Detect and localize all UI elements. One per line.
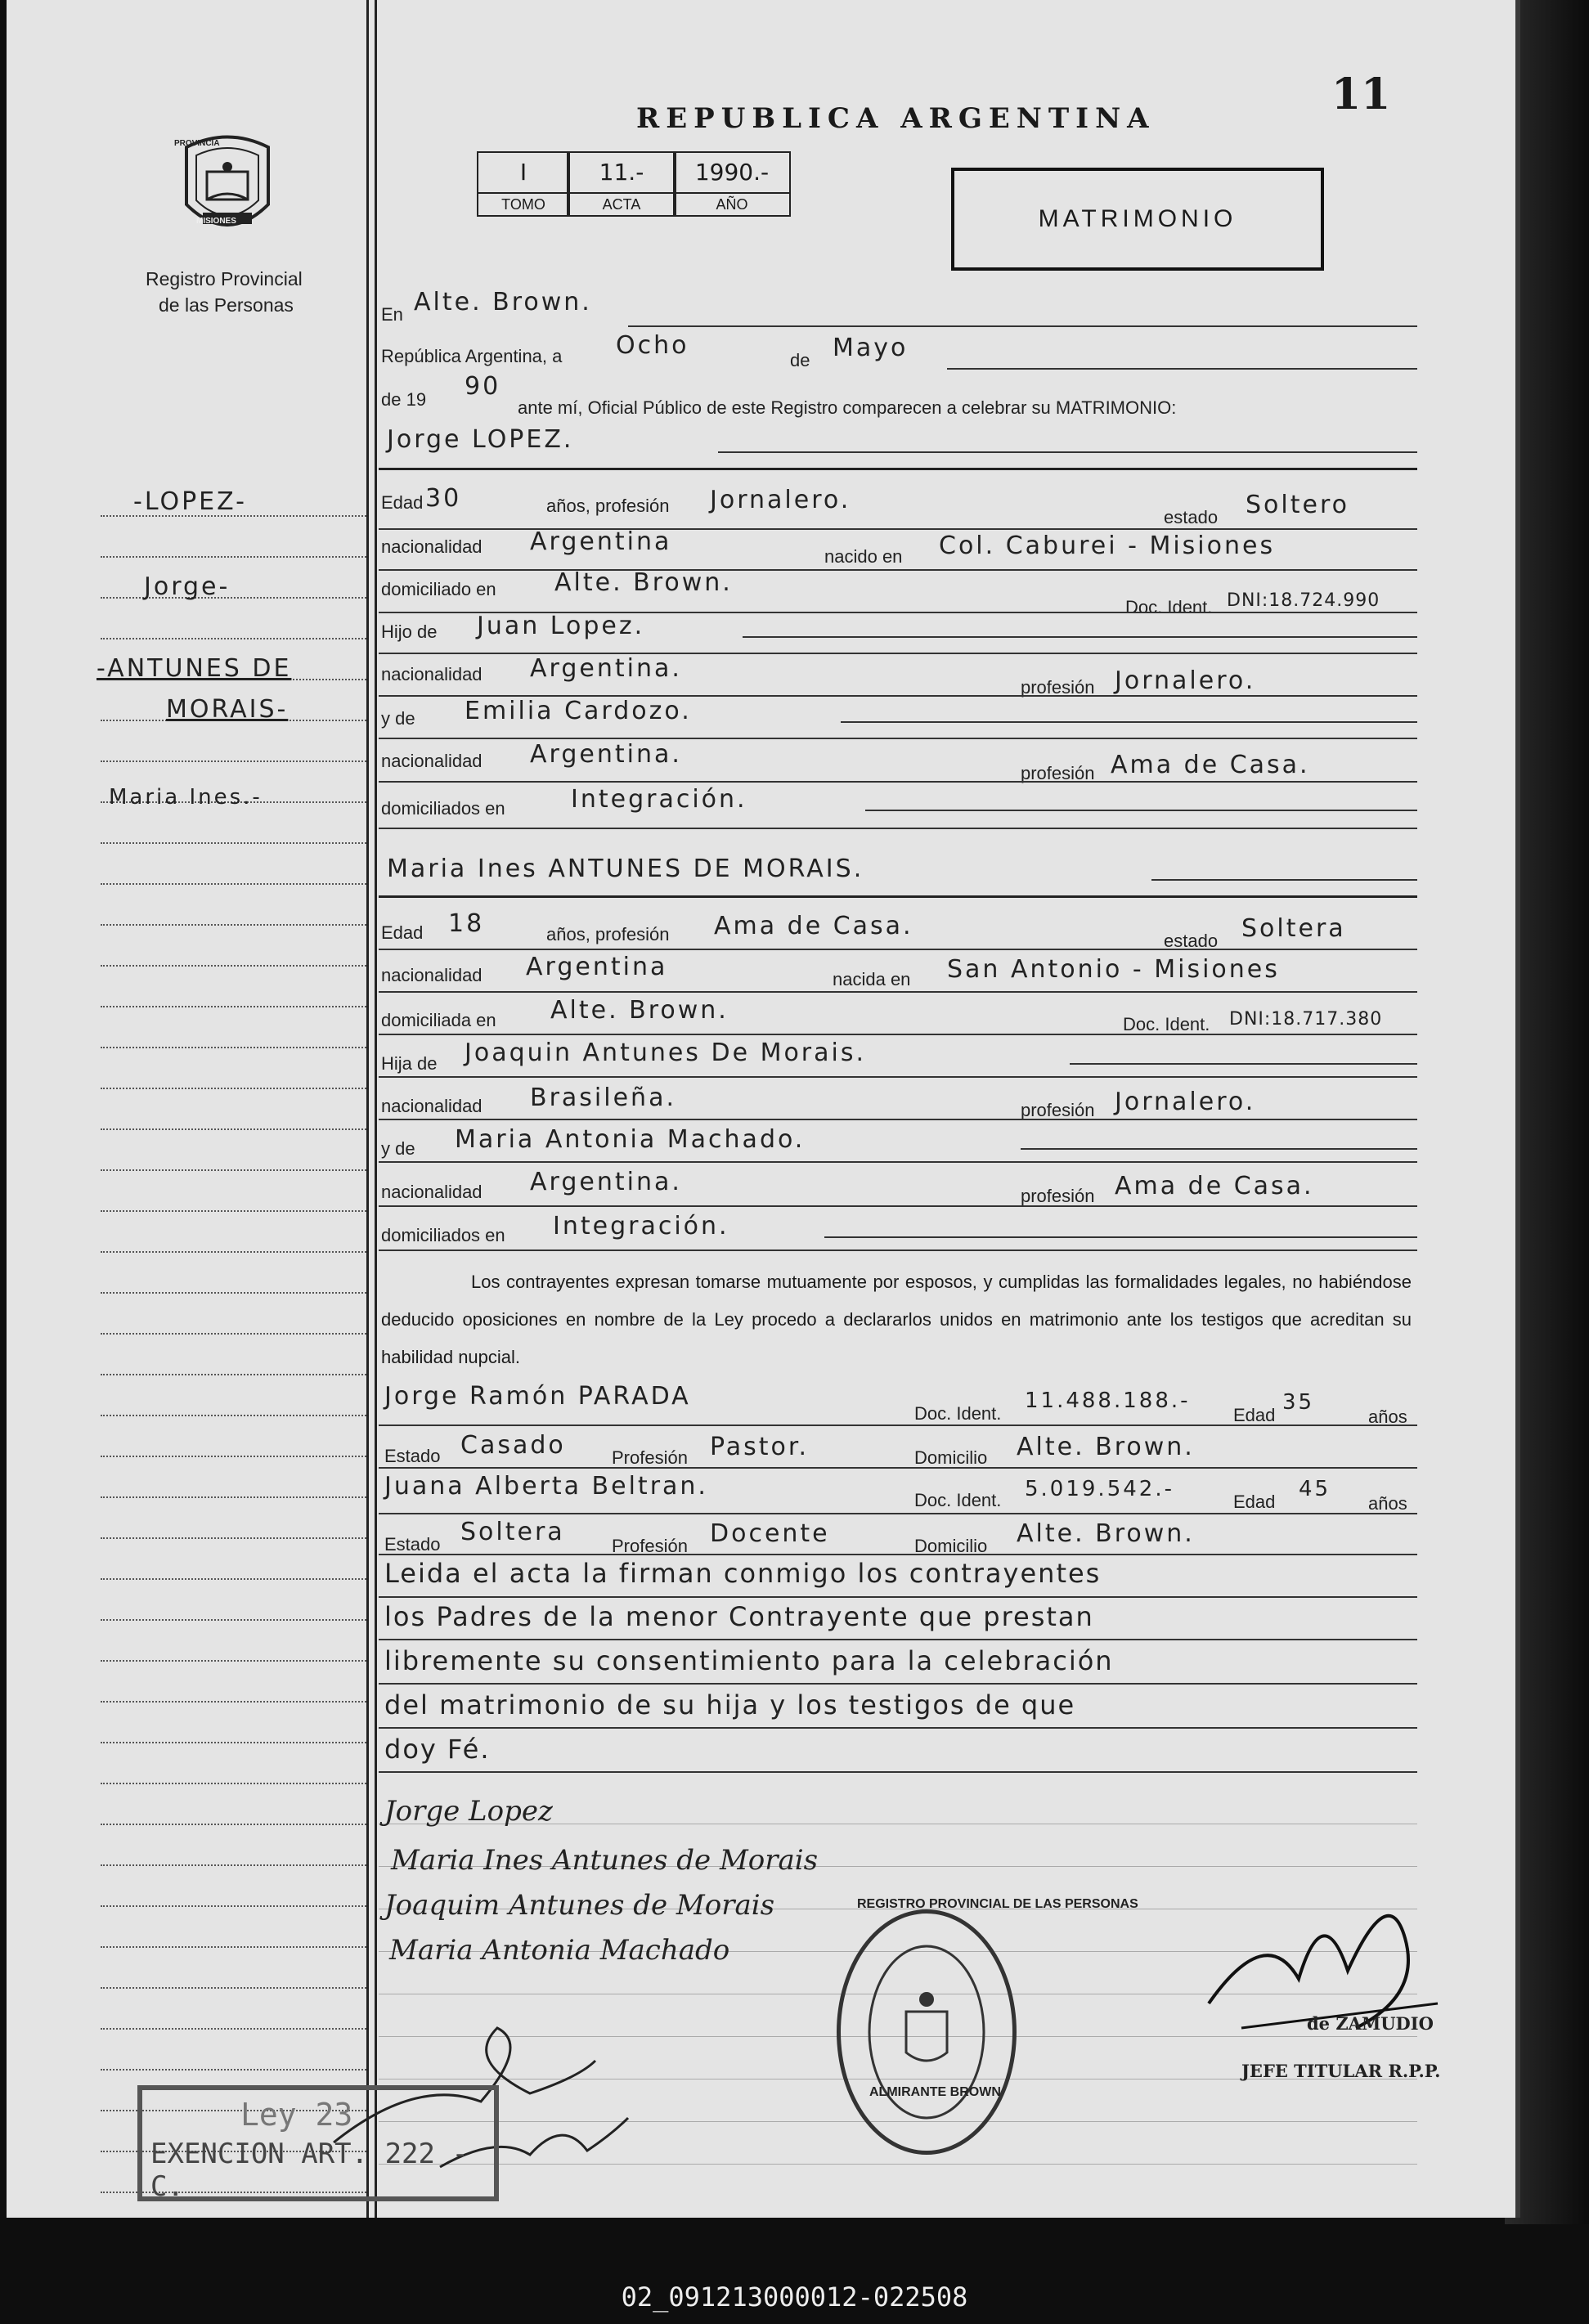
registry-page [7, 0, 1520, 2218]
label-bride-anos-profesion: años, profesión [546, 924, 670, 944]
label-bride-nacida: nacida en [833, 969, 911, 989]
margin-line [101, 760, 366, 762]
fill-line [743, 636, 1417, 638]
margin-line [101, 1824, 366, 1825]
groom-occupation: Jornalero. [710, 486, 851, 514]
label-w1-doc: Doc. Ident. [914, 1403, 1002, 1424]
groom-age: 30 [425, 484, 462, 513]
bride-father: Joaquin Antunes De Morais. [465, 1039, 867, 1067]
label-y-de: y de [381, 708, 415, 729]
fill-line [1021, 1148, 1417, 1150]
officer-stamp-line1: de ZAMUDIO [1307, 2013, 1434, 2034]
signature-bride-father: Joaquim Antunes de Morais [384, 1889, 775, 1922]
margin-line [101, 638, 366, 639]
fill-line [379, 1771, 1417, 1773]
margin-name-groom: Jorge- [144, 572, 231, 601]
margin-line [101, 1905, 366, 1907]
margin-line [101, 1742, 366, 1743]
label-hijo-de: Hijo de [381, 621, 438, 642]
margin-line [101, 883, 366, 885]
label-w2-doc: Doc. Ident. [914, 1490, 1002, 1510]
witness2-occupation: Docente [710, 1519, 830, 1548]
page-number: 11 [1331, 70, 1391, 119]
seal-text-top: PROVINCIA [174, 139, 220, 148]
month-value: Mayo [833, 334, 909, 362]
label-bride-father-profesion: profesión [1021, 1100, 1095, 1120]
label-w2-anos: años [1368, 1493, 1407, 1514]
label-de: de [790, 350, 810, 370]
margin-line [101, 1415, 366, 1416]
bride-birthplace: San Antonio - Misiones [947, 955, 1280, 984]
fill-line [379, 1596, 1417, 1598]
witness1-doc: 11.488.188.- [1025, 1389, 1191, 1413]
fill-line [379, 1424, 1417, 1426]
witness2-age: 45 [1299, 1477, 1331, 1501]
label-w1-anos: años [1368, 1407, 1407, 1427]
margin-line [101, 1006, 366, 1007]
fill-line [379, 1639, 1417, 1640]
exemption-stamp-line1: Ley 23 [240, 2097, 353, 2133]
label-bride-domiciliada: domiciliada en [381, 1010, 496, 1030]
label-domiciliados: domiciliados en [381, 798, 505, 819]
label-bride-mother-nacionalidad: nacionalidad [381, 1182, 483, 1202]
registry-name-line1: Registro Provincial [146, 268, 303, 289]
groom-parents-residence: Integración. [571, 785, 747, 814]
margin-line [101, 1251, 366, 1253]
groom-birthplace: Col. Caburei - Misiones [939, 532, 1276, 560]
closing-line-3: libremente su consentimiento para la celebración [384, 1645, 1114, 1676]
record-type-box: MATRIMONIO [951, 168, 1324, 271]
label-w1-domicilio: Domicilio [914, 1447, 988, 1468]
closing-line-1: Leida el acta la firman conmigo los contrayentes [384, 1558, 1102, 1589]
label-en: En [381, 304, 403, 325]
registry-name-line2: de las Personas [159, 294, 294, 316]
margin-line [101, 556, 366, 558]
fill-line [379, 1467, 1417, 1469]
ano-value: 1990.- [694, 159, 770, 186]
day-value: Ocho [616, 331, 689, 360]
fill-line [379, 1034, 1417, 1035]
label-groom-nacido: nacido en [824, 546, 903, 567]
witness2-status: Soltera [460, 1518, 565, 1546]
label-de-year: de 19 [381, 389, 427, 410]
groom-status: Soltero [1246, 491, 1349, 519]
province-seal-icon [178, 131, 276, 245]
bride-mother-nationality: Argentina. [530, 1168, 682, 1196]
fill-line [1070, 1063, 1417, 1065]
label-w2-edad: Edad [1233, 1492, 1276, 1512]
witness2-residence: Alte. Brown. [1017, 1519, 1195, 1548]
closing-line-5: doy Fé. [384, 1734, 491, 1765]
label-comparecen: ante mí, Oficial Público de este Registro comparecen a celebrar su MATRIMONIO: [518, 397, 1177, 418]
label-bride-father-nacionalidad: nacionalidad [381, 1096, 483, 1116]
bride-age: 18 [448, 909, 485, 938]
acta-box [567, 151, 676, 217]
margin-line [101, 1128, 366, 1130]
groom-father-nationality: Argentina. [530, 654, 682, 683]
acta-label: ACTA [568, 192, 675, 215]
seal-text-bottom: MISIONES [196, 217, 236, 226]
fill-line [379, 781, 1417, 783]
label-bride-nacionalidad: nacionalidad [381, 965, 483, 985]
fill-line [379, 1119, 1417, 1120]
groom-doc: DNI:18.724.990 [1227, 590, 1380, 611]
fill-line [718, 451, 1417, 453]
witness1-status: Casado [460, 1431, 566, 1460]
groom-full-name: Jorge LOPEZ. [387, 425, 574, 454]
fill-line [379, 949, 1417, 950]
label-bride-y-de: y de [381, 1138, 415, 1159]
groom-mother-nationality: Argentina. [530, 740, 682, 769]
margin-line [101, 1660, 366, 1662]
margin-line [101, 1210, 366, 1212]
margin-line [101, 1088, 366, 1089]
fill-line [1151, 879, 1417, 881]
label-w1-edad: Edad [1233, 1405, 1276, 1425]
margin-line [101, 1333, 366, 1335]
bride-status: Soltera [1241, 914, 1346, 943]
tomo-label: TOMO [478, 192, 568, 215]
tomo-value: I [519, 159, 527, 186]
margin-line [101, 1864, 366, 1866]
groom-mother-occupation: Ama de Casa. [1111, 751, 1310, 779]
margin-line [101, 1537, 366, 1539]
label-groom-edad: Edad [381, 492, 424, 513]
margin-line [101, 597, 366, 599]
label-bride-domiciliados: domiciliados en [381, 1225, 505, 1245]
fill-line [841, 721, 1417, 723]
margin-line [101, 1578, 366, 1580]
margin-surname-bride-1: -ANTUNES DE [97, 654, 292, 683]
fill-line [379, 738, 1417, 739]
fill-line [379, 1161, 1417, 1163]
witness1-occupation: Pastor. [710, 1433, 809, 1461]
label-groom-doc: Doc. Ident. [1125, 597, 1213, 617]
margin-rule [366, 0, 369, 2218]
groom-mother: Emilia Cardozo. [465, 697, 692, 725]
stamp-emblem-icon [841, 1913, 1012, 2151]
label-bride-mother-profesion: profesión [1021, 1186, 1095, 1206]
witness1-residence: Alte. Brown. [1017, 1433, 1195, 1461]
label-bride-edad: Edad [381, 922, 424, 943]
label-w2-estado: Estado [384, 1534, 441, 1555]
margin-line [101, 1456, 366, 1457]
bride-occupation: Ama de Casa. [714, 912, 913, 940]
label-groom-anos-profesion: años, profesión [546, 496, 670, 516]
label-father-profesion: profesión [1021, 677, 1095, 698]
witness1-name: Jorge Ramón PARADA [384, 1382, 691, 1411]
ano-label: AÑO [675, 192, 789, 215]
fill-line [865, 810, 1417, 811]
tomo-box [477, 151, 570, 217]
label-w1-profesion: Profesión [612, 1447, 688, 1468]
fill-line [824, 1236, 1417, 1238]
signature-bride: Maria Ines Antunes de Morais [391, 1844, 819, 1877]
registry-stamp-ring-text: REGISTRO PROVINCIAL DE LAS PERSONAS [857, 1897, 1138, 1911]
fill-line [379, 1554, 1417, 1555]
label-bride-estado: estado [1164, 931, 1219, 951]
exemption-stamp-line2: EXENCION ART. 222 - C. [150, 2138, 469, 2203]
section-divider [379, 895, 1417, 898]
margin-column [7, 0, 375, 2218]
fill-line [947, 368, 1417, 370]
country-title: REPUBLICA ARGENTINA [636, 102, 1156, 135]
margin-line [101, 1619, 366, 1621]
closing-line-2: los Padres de la menor Contrayente que prestan [384, 1601, 1094, 1632]
bride-full-name: Maria Ines ANTUNES DE MORAIS. [387, 855, 864, 883]
place-value: Alte. Brown. [414, 288, 592, 316]
registry-round-stamp [837, 1909, 1017, 2155]
signature-bride-mother: Maria Antonia Machado [389, 1934, 730, 1967]
bride-nationality: Argentina [526, 953, 668, 981]
groom-nationality: Argentina [530, 527, 672, 556]
margin-line [101, 842, 366, 844]
margin-line [101, 1946, 366, 1948]
label-father-nacionalidad: nacionalidad [381, 664, 483, 684]
fill-line [628, 325, 1417, 327]
fill-line [379, 1513, 1417, 1514]
fill-line [379, 1727, 1417, 1729]
label-groom-estado: estado [1164, 507, 1219, 527]
label-w1-estado: Estado [384, 1446, 441, 1466]
fill-line [379, 1205, 1417, 1207]
label-mother-profesion: profesión [1021, 763, 1095, 783]
declaration-text: Los contrayentes expresan tomarse mutuamente por esposos, y cumplidas las formalidades legales, no habiéndose deducido oposiciones en nombre de la Ley procedo a declararlos unidos en matrimonio ante los testigos que acreditan su habilidad nupcial. [381, 1272, 1412, 1367]
witness1-age: 35 [1282, 1390, 1315, 1415]
margin-line [101, 1047, 366, 1048]
margin-surname-bride-2: MORAIS- [166, 695, 289, 724]
margin-line [101, 1374, 366, 1375]
year-suffix: 90 [465, 372, 501, 401]
bride-father-occupation: Jornalero. [1115, 1088, 1256, 1116]
margin-line [101, 965, 366, 967]
groom-residence: Alte. Brown. [554, 568, 733, 597]
ano-box [673, 151, 791, 217]
scan-id-footer: 02_091213000012-022508 [621, 2281, 968, 2313]
label-groom-nacionalidad: nacionalidad [381, 536, 483, 557]
exemption-stamp [137, 2085, 499, 2201]
margin-line [101, 924, 366, 926]
section-divider [379, 468, 1417, 470]
fill-line [379, 1076, 1417, 1078]
label-groom-domiciliado: domiciliado en [381, 579, 496, 599]
margin-line [101, 1701, 366, 1703]
witness2-name: Juana Alberta Beltran. [384, 1472, 708, 1501]
fill-line [379, 991, 1417, 993]
label-w2-profesion: Profesión [612, 1536, 688, 1556]
bride-parents-residence: Integración. [553, 1212, 729, 1241]
margin-rule-inner [375, 0, 377, 2218]
fill-line [379, 1249, 1417, 1251]
bride-doc: DNI:18.717.380 [1229, 1009, 1383, 1030]
margin-surname-groom: -LOPEZ- [133, 487, 247, 516]
fill-line [379, 828, 1417, 829]
bride-mother-occupation: Ama de Casa. [1115, 1172, 1314, 1200]
margin-line [101, 1496, 366, 1498]
closing-line-4: del matrimonio de su hija y los testigos de que [384, 1689, 1076, 1721]
bride-residence: Alte. Brown. [550, 996, 729, 1025]
registry-stamp-center-text: ALMIRANTE BROWN [869, 2085, 1001, 2099]
witness2-doc: 5.019.542.- [1025, 1477, 1174, 1501]
bride-father-nationality: Brasileña. [530, 1083, 676, 1112]
bride-mother: Maria Antonia Machado. [455, 1125, 806, 1154]
acta-value: 11.- [599, 159, 644, 186]
signature-groom: Jorge Lopez [384, 1795, 553, 1828]
label-mother-nacionalidad: nacionalidad [381, 751, 483, 771]
officer-stamp-line2: JEFE TITULAR R.P.P. [1241, 2061, 1441, 2081]
label-w2-domicilio: Domicilio [914, 1536, 988, 1556]
fill-line [379, 1683, 1417, 1685]
label-bride-doc: Doc. Ident. [1123, 1014, 1210, 1034]
fill-line [379, 569, 1417, 571]
margin-line [101, 1783, 366, 1784]
label-republica: República Argentina, a [381, 346, 563, 366]
groom-father-occupation: Jornalero. [1115, 666, 1256, 695]
groom-father: Juan Lopez. [477, 612, 645, 640]
margin-line [101, 1169, 366, 1171]
margin-line [101, 1292, 366, 1294]
margin-name-bride: Maria Ines.- [109, 785, 263, 810]
label-hija-de: Hija de [381, 1053, 438, 1074]
